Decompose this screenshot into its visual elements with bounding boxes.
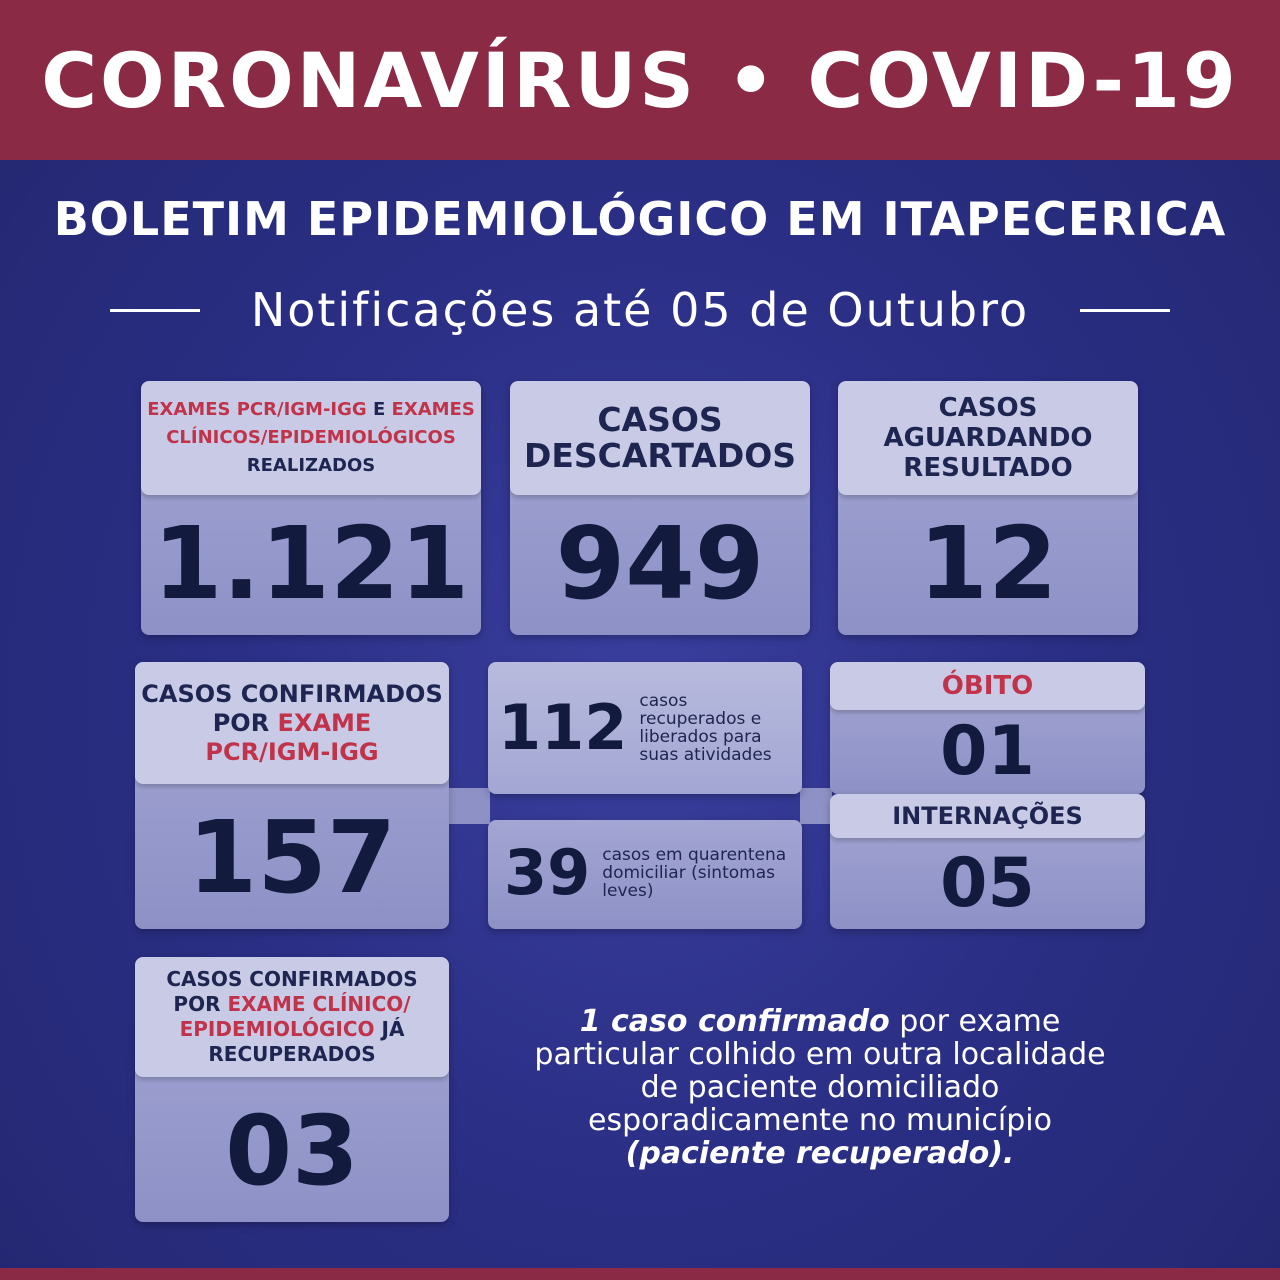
discarded-value: 949 (555, 505, 765, 622)
confirmed-clinical-label-already: JÁ (381, 1017, 405, 1041)
awaiting-label-line2: AGUARDANDO (883, 423, 1093, 453)
quarantine-description: casos em quarentena domiciliar (sintomas leves) (602, 845, 787, 901)
discarded-card-header (510, 381, 810, 495)
discarded-label-line1: CASOS (597, 400, 723, 439)
hospitalized-value: 05 (940, 844, 1035, 923)
right-rule (1080, 309, 1170, 312)
death-header (830, 662, 1145, 710)
page-title: CORONAVÍRUS • COVID-19 (41, 35, 1239, 125)
confirmed-clinical-label-line1: CASOS CONFIRMADOS (166, 967, 418, 991)
hospitalized-label: INTERNAÇÕES (892, 802, 1083, 830)
confirmed-pcr-value: 157 (187, 799, 397, 916)
confirmed-clinical-value: 03 (225, 1095, 359, 1207)
quarantine-card (488, 820, 802, 929)
death-value: 01 (940, 712, 1035, 791)
awaiting-value: 12 (918, 505, 1058, 622)
confirmed-pcr-header (135, 662, 449, 784)
awaiting-card-header (838, 381, 1138, 495)
exams-label-done: REALIZADOS (246, 455, 376, 476)
confirmed-pcr-label-exam: EXAME (277, 708, 372, 737)
recovered-description: casos recuperados e liberados para suas atividades (639, 691, 772, 765)
recovered-value: 112 (498, 691, 628, 764)
title-banner (0, 0, 1280, 160)
recovered-card (488, 662, 802, 794)
exams-label-pcr: EXAMES PCR/IGM-IGG (147, 399, 367, 420)
footnote-bold-end: (paciente recuperado). (625, 1136, 1015, 1171)
hospitalized-header (830, 794, 1145, 838)
footnote-bold-start: 1 caso confirmado (579, 1004, 890, 1039)
exams-value: 1.121 (152, 505, 470, 622)
confirmed-pcr-label-line1: CASOS CONFIRMADOS (141, 679, 443, 708)
discarded-card (510, 381, 810, 635)
awaiting-card (838, 381, 1138, 635)
death-label: ÓBITO (941, 671, 1034, 701)
confirmed-clinical-label-exam: EXAME CLÍNICO/ (227, 992, 411, 1016)
connector-right (800, 788, 832, 824)
exams-card-header (141, 381, 481, 495)
notification-date: Notificações até 05 de Outubro (250, 283, 1030, 337)
awaiting-label-line3: RESULTADO (903, 453, 1073, 483)
quarantine-value: 39 (504, 836, 591, 909)
footnote-text: por exame particular colhido em outra localidade de paciente domiciliado esporadicamente no município (534, 1004, 1106, 1138)
exams-label-and: E (372, 399, 386, 420)
bottom-bar (0, 1268, 1280, 1280)
confirmed-clinical-card (135, 957, 449, 1222)
confirmed-clinical-label-line4: RECUPERADOS (208, 1042, 376, 1066)
date-row (110, 280, 1170, 340)
confirmed-clinical-label-by: POR (173, 992, 221, 1016)
hospitalized-card (830, 794, 1145, 929)
death-card (830, 662, 1145, 794)
confirmed-pcr-label-line3: PCR/IGM-IGG (205, 737, 379, 766)
connector-left (448, 788, 490, 824)
awaiting-label-line1: CASOS (938, 393, 1038, 423)
exams-card (141, 381, 481, 635)
left-rule (110, 309, 200, 312)
footnote (520, 1005, 1120, 1170)
confirmed-pcr-card (135, 662, 449, 929)
confirmed-clinical-header (135, 957, 449, 1077)
exams-label-exams: EXAMES (391, 399, 475, 420)
confirmed-pcr-label-by: POR (212, 708, 270, 737)
exams-label-clinical: CLÍNICOS/EPIDEMIOLÓGICOS (166, 427, 456, 448)
discarded-label-line2: DESCARTADOS (523, 436, 797, 475)
bulletin-subtitle: BOLETIM EPIDEMIOLÓGICO EM ITAPECERICA (53, 192, 1227, 246)
confirmed-clinical-label-epi: EPIDEMIOLÓGICO (179, 1017, 375, 1041)
